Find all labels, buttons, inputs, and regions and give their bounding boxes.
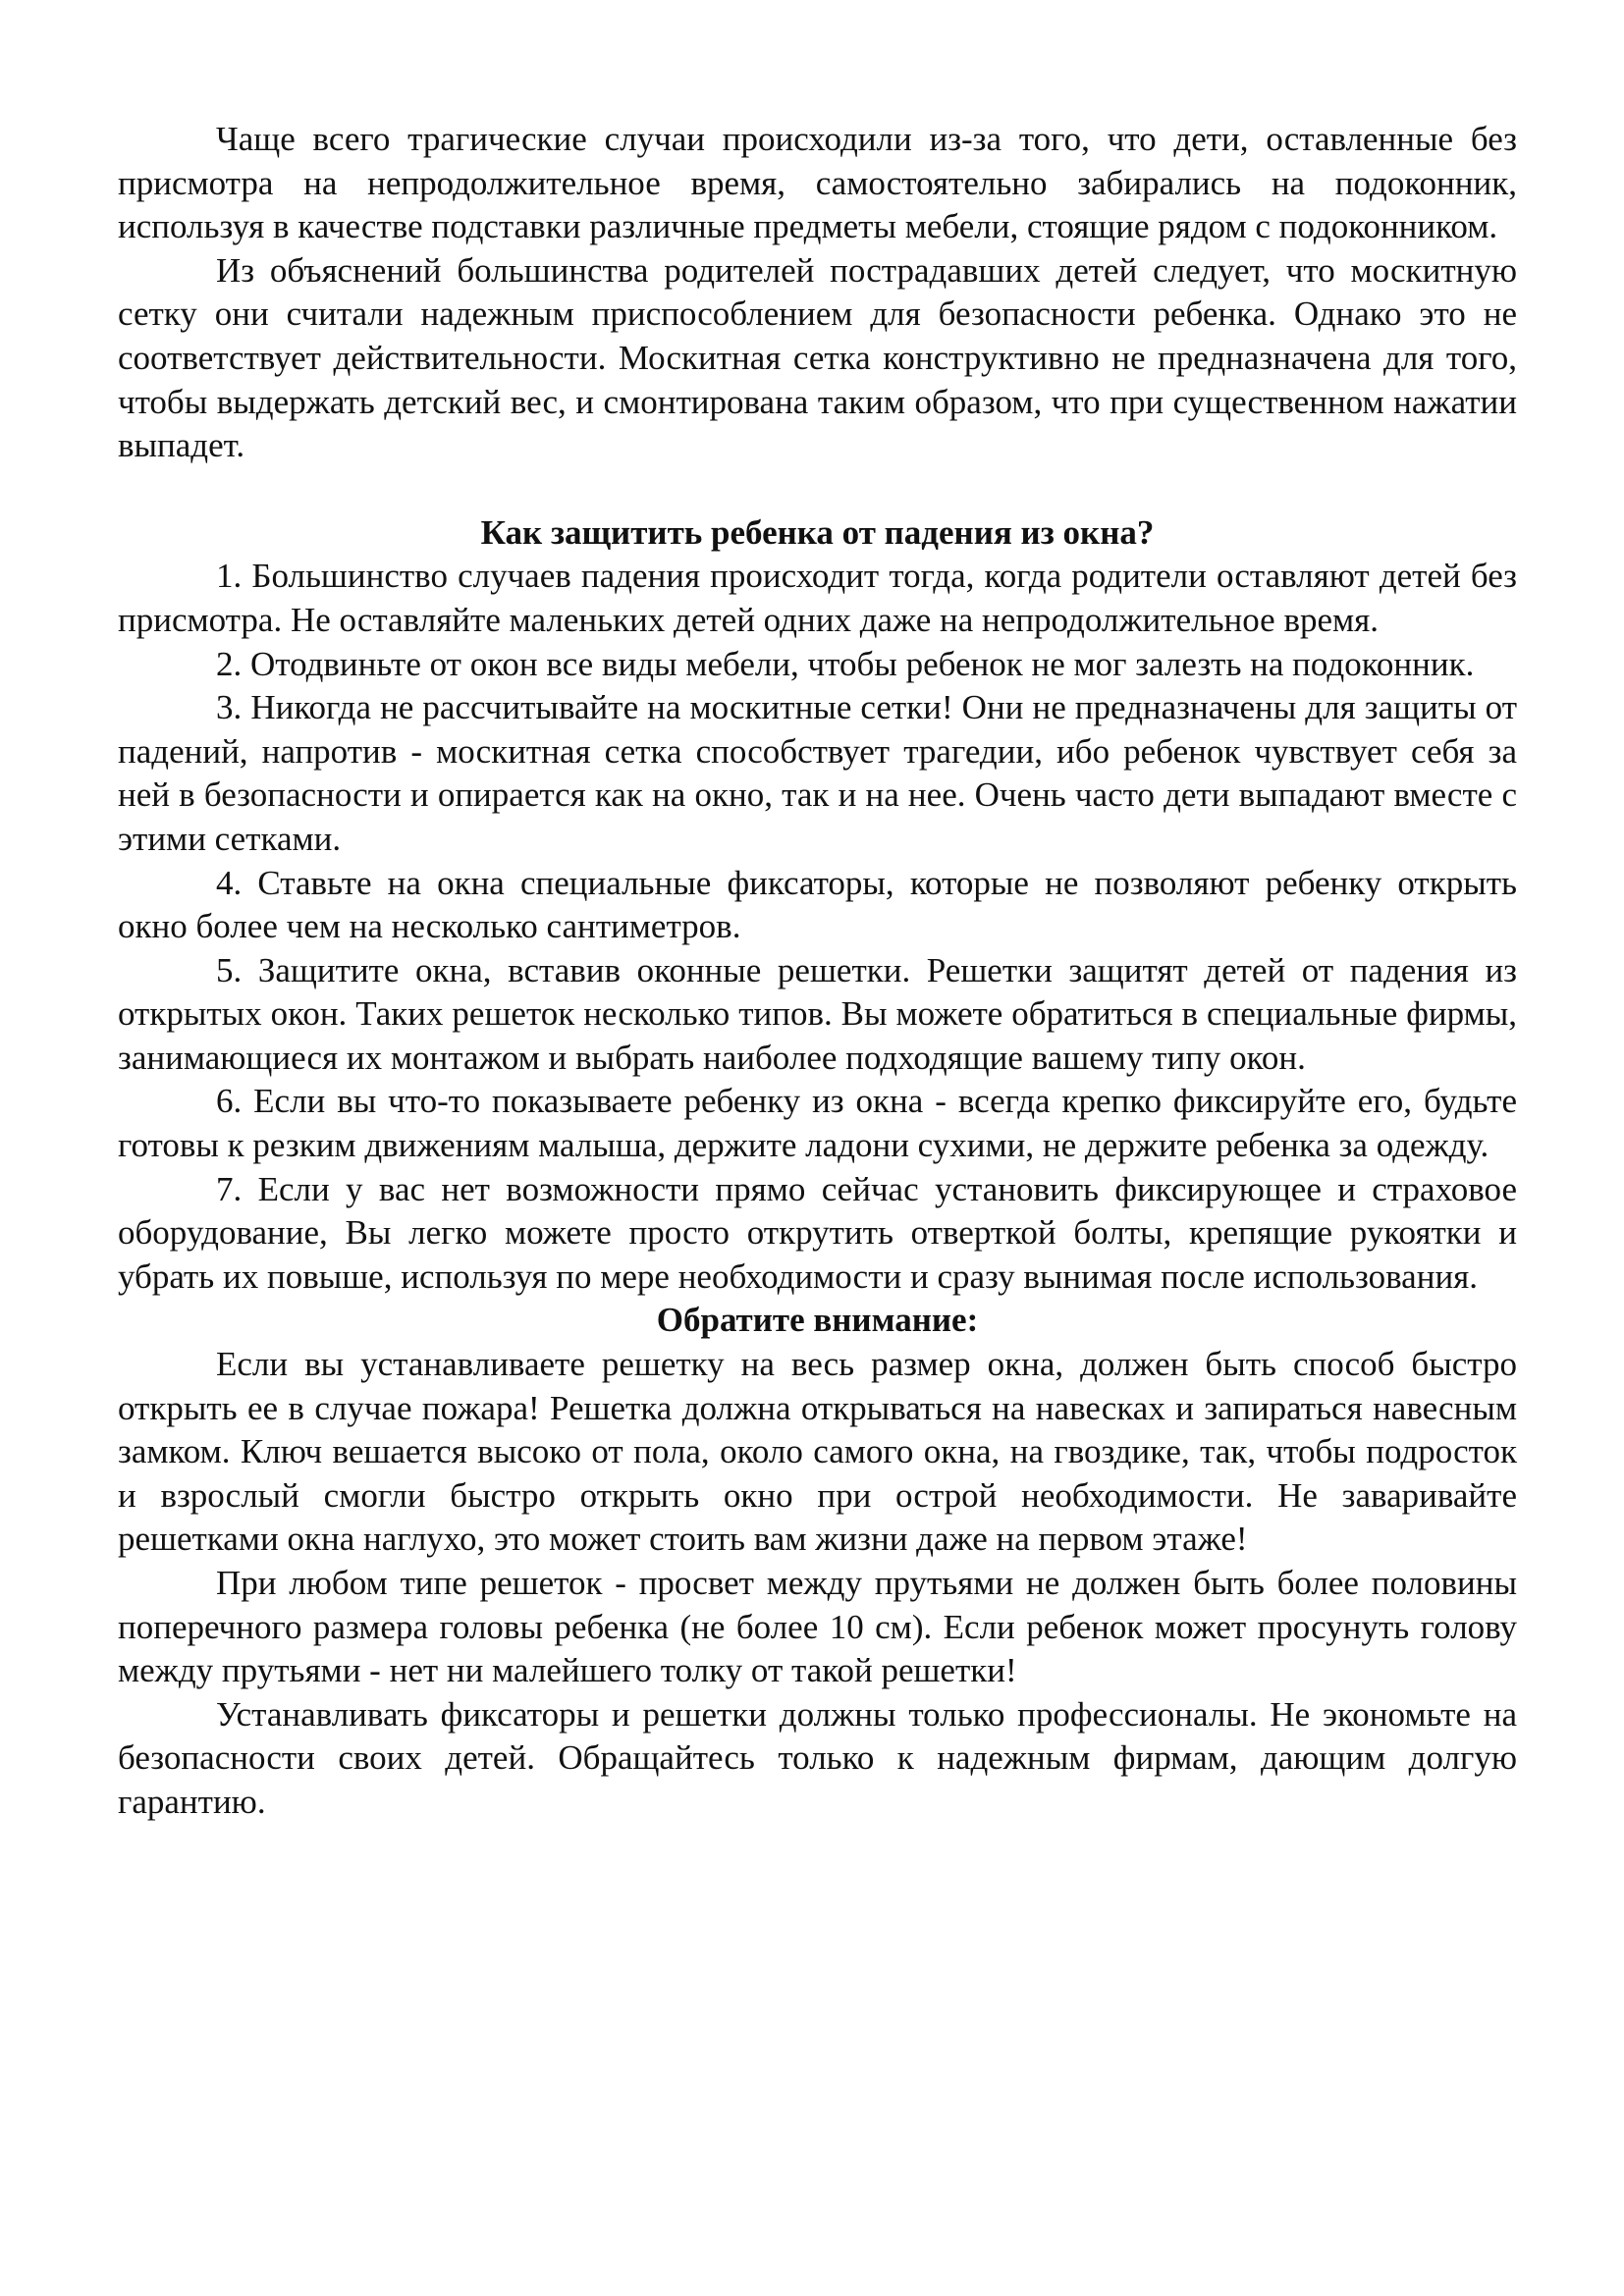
list-item-3: 3. Никогда не рассчитывайте на москитные сетки! Они не предназначены для защиты от падений, напротив - москитная сетка способствует трагедии, ибо ребенок чувствует себя за ней в безопасности и опирается как на окно, так и на нее. Очень часто дети выпадают вместе с этими сетками. xyxy=(118,688,1517,858)
intro-paragraph-1: Чаще всего трагические случаи происходили из-за того, что дети, оставленные без присмотра на непродолжительное время, самостоятельно забирались на подоконник, используя в качестве подставки различные предметы мебели, стоящие рядом с подоконником. xyxy=(118,120,1517,246)
section-heading-attention: Обратите внимание: xyxy=(656,1301,979,1340)
list-item-2: 2. Отодвиньте от окон все виды мебели, чтобы ребенок не мог залезть на подоконник. xyxy=(216,644,1475,683)
list-item-4: 4. Ставьте на окна специальные фиксаторы, которые не позволяют ребенку открыть окно более чем на несколько сантиметров. xyxy=(118,863,1517,946)
attention-paragraph-2: При любом типе решеток - просвет между прутьями не должен быть более половины поперечного размера головы ребенка (не более 10 см). Если ребенок может просунуть голову между прутьями - нет ни малейшего толку от такой решетки! xyxy=(118,1564,1517,1690)
list-item-6: 6. Если вы что-то показываете ребенку из окна - всегда крепко фиксируйте его, будьте готовы к резким движениям малыша, держите ладони сухими, не держите ребенка за одежду. xyxy=(118,1082,1517,1165)
list-item-1: 1. Большинство случаев падения происходит тогда, когда родители оставляют детей без присмотра. Не оставляйте маленьких детей одних даже на непродолжительное время. xyxy=(118,557,1517,639)
attention-paragraph-1: Если вы устанавливаете решетку на весь размер окна, должен быть способ быстро открыть ее в случае пожара! Решетка должна открываться на навесках и запираться навесным замком. Ключ вешается высоко от пола, около самого окна, на гвоздике, так, чтобы подросток и взрослый смогли быстро открыть окно при острой необходимости. Не заваривайте решетками окна наглухо, это может стоить вам жизни даже на первом этаже! xyxy=(118,1345,1517,1559)
list-item-5: 5. Защитите окна, вставив оконные решетки. Решетки защитят детей от падения из открытых окон. Таких решеток несколько типов. Вы можете обратиться в специальные фирмы, занимающиеся их монтажом и выбрать наиболее подходящие вашему типу окон. xyxy=(118,950,1517,1077)
list-item-7: 7. Если у вас нет возможности прямо сейчас установить фиксирующее и страховое оборудование, Вы легко можете просто открутить отверткой болты, крепящие рукоятки и убрать их повыше, используя по мере необходимости и сразу вынимая после использования. xyxy=(118,1169,1517,1296)
document-page xyxy=(118,118,1517,1825)
attention-paragraph-3: Устанавливать фиксаторы и решетки должны только профессионалы. Не экономьте на безопасности своих детей. Обращайтесь только к надежным фирмам, дающим долгую гарантию. xyxy=(118,1694,1517,1821)
section-heading-protect-child: Как защитить ребенка от падения из окна? xyxy=(480,512,1155,552)
intro-paragraph-2: Из объяснений большинства родителей пострадавших детей следует, что москитную сетку они считали надежным приспособлением для безопасности ребенка. Однако это не соответствует действительности. Москитная сетка конструктивно не предназначена для того, чтобы выдержать детский вес, и смонтирована таким образом, что при существенном нажатии выпадет. xyxy=(118,250,1517,465)
